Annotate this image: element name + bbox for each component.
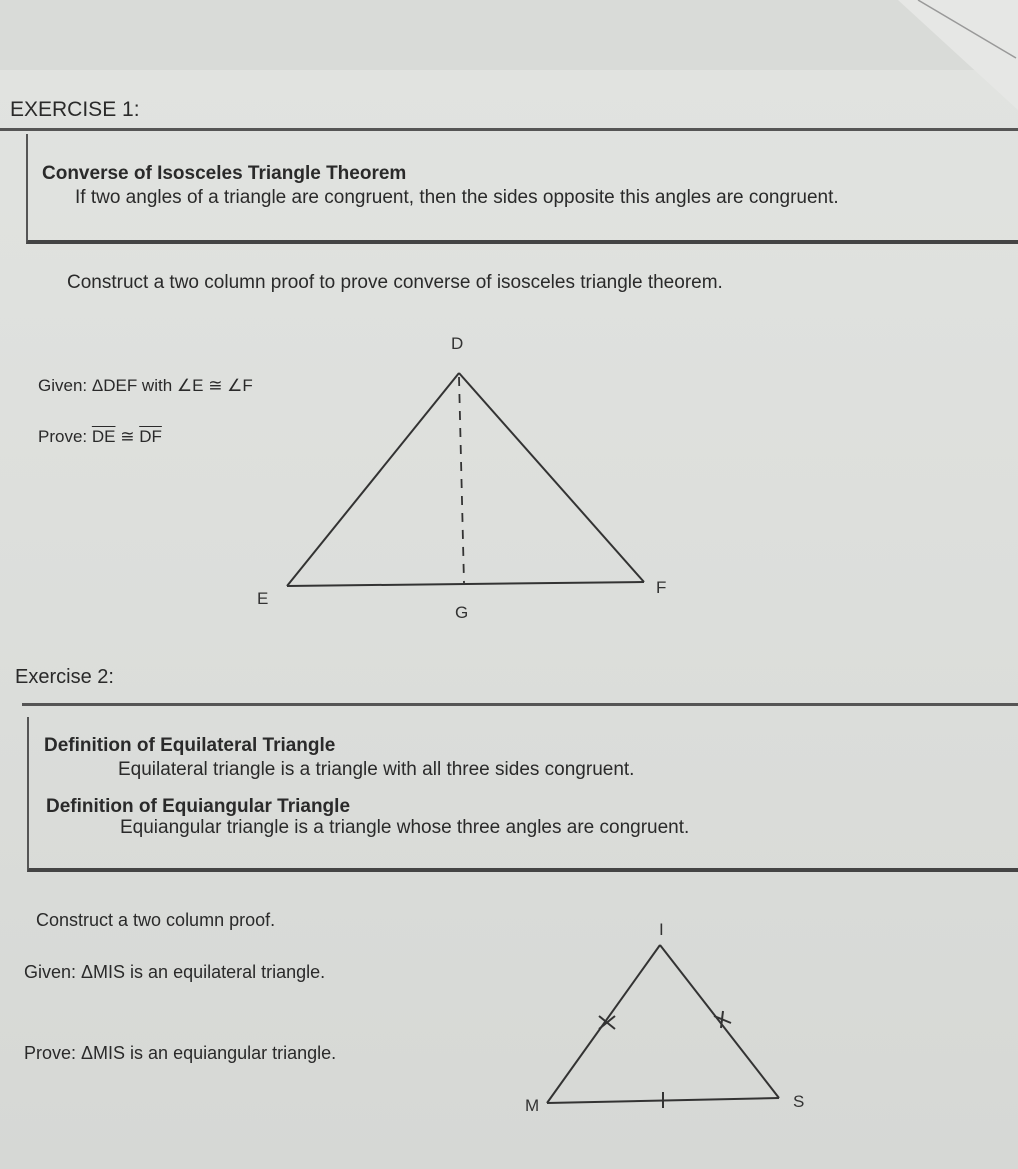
def1-text: Equilateral triangle is a triangle with all three sides congruent. [118, 759, 635, 780]
def2-text: Equiangular triangle is a triangle whose three angles are congruent. [120, 817, 690, 838]
side-is [660, 945, 779, 1098]
exercise1-heading: EXERCISE 1: [10, 98, 140, 121]
segment-de: $\overline{DE}$ [91, 427, 116, 446]
page-fold [898, 0, 1018, 120]
side-df [459, 373, 644, 582]
def1-title: Definition of Equilateral Triangle [44, 735, 336, 756]
label-m: M [525, 1096, 540, 1115]
congruent-symbol: ≅ [115, 427, 140, 446]
prove-prefix: Prove: [38, 427, 92, 446]
label-f: F [656, 578, 667, 597]
prove-statement [38, 427, 162, 447]
label-s: S [793, 1092, 805, 1111]
theorem-box-top-rule [0, 128, 1018, 137]
exercise2-instruction: Construct a two column proof. [36, 910, 276, 930]
exercise2-prove: Prove: ΔMIS is an equiangular triangle. [24, 1043, 337, 1063]
label-i: I [659, 920, 664, 939]
definitions-box-top-rule [22, 703, 1018, 712]
label-e: E [257, 589, 269, 608]
side-im [547, 945, 660, 1103]
side-de [287, 373, 459, 586]
given-statement: Given: ΔDEF with ∠E ≅ ∠F [38, 376, 253, 395]
side-ef [287, 582, 644, 586]
triangle-mis-figure [520, 915, 820, 1120]
label-g: G [455, 603, 469, 622]
exercise1-instruction: Construct a two column proof to prove converse of isosceles triangle theorem. [67, 272, 723, 293]
triangle-def-figure [240, 325, 690, 635]
exercise2-given: Given: ΔMIS is an equilateral triangle. [24, 962, 326, 982]
theorem-title: Converse of Isosceles Triangle Theorem [42, 163, 407, 184]
segment-df: $\overline{DF}$ [139, 427, 162, 446]
altitude-dg [459, 377, 464, 583]
exercise2-heading: Exercise 2: [15, 666, 114, 688]
theorem-text: If two angles of a triangle are congruent, then the sides opposite this angles are congruent. [75, 187, 839, 208]
label-d: D [451, 334, 464, 353]
def2-title: Definition of Equiangular Triangle [46, 796, 351, 817]
